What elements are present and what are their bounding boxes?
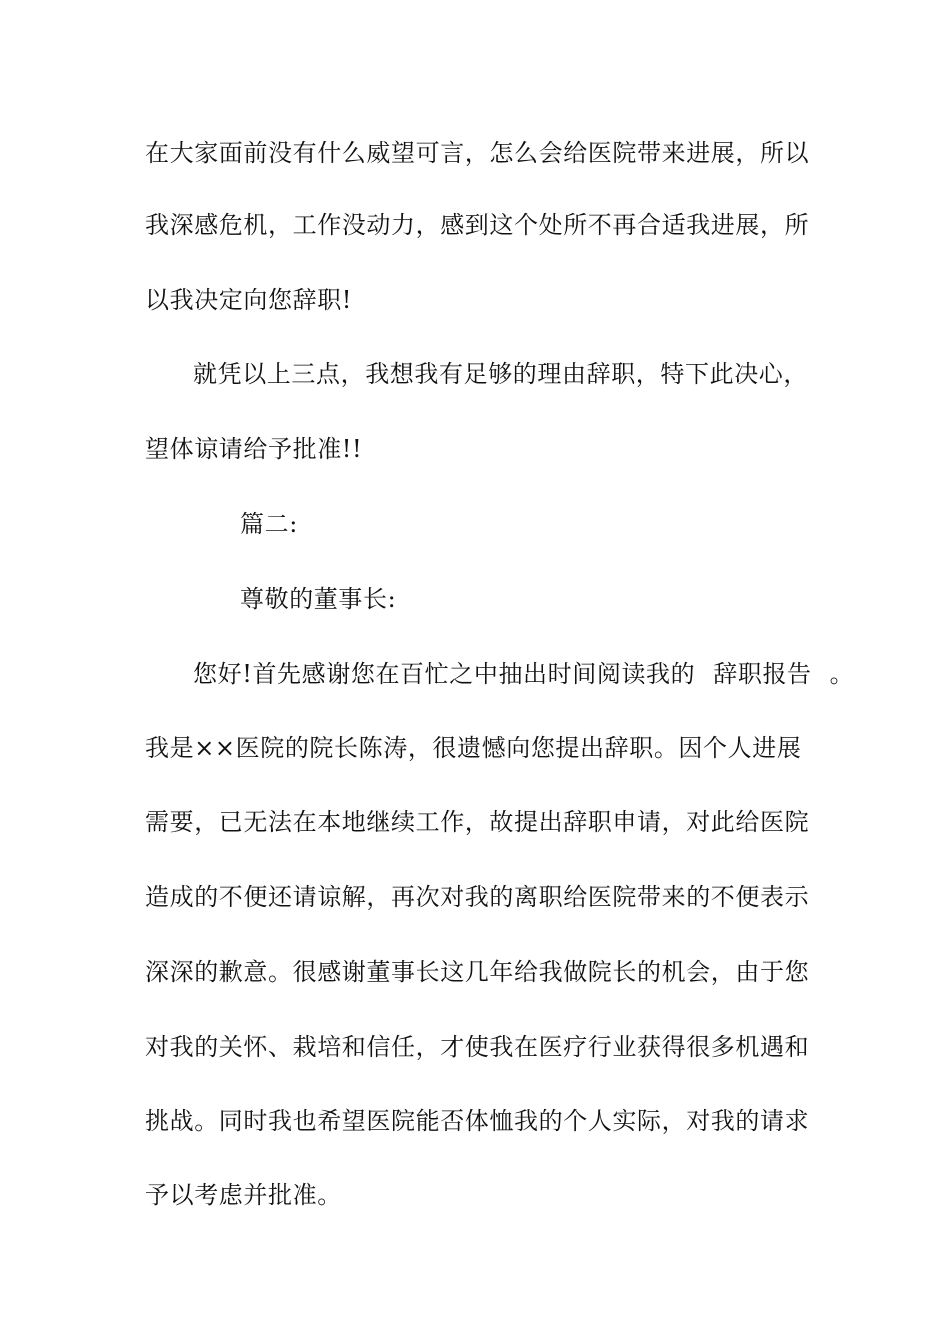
paragraph-line [193,659,854,689]
paragraph-line: 以我决定向您辞职! [145,286,353,314]
paragraph-line: 我深感危机，工作没动力，感到这个处所不再合适我进展，所 [145,211,810,239]
greeting-text: 您好!首先感谢您在百忙之中抽出时间阅读我的 [193,660,696,688]
sentence-end-mark: 。 [829,660,855,688]
paragraph-line: 深深的歉意。很感谢董事长这几年给我做院长的机会，由于您 [145,958,810,986]
paragraph-line: 需要，已无法在本地继续工作，故提出辞职申请，对此给医院 [145,808,810,836]
paragraph-line: 望体谅请给予批准!! [145,435,363,463]
paragraph-line: 挑战。同时我也希望医院能否体恤我的个人实际，对我的请求 [145,1107,810,1135]
resignation-report-link[interactable]: 辞职报告 [713,660,812,688]
paragraph-line: 我是××医院的院长陈涛，很遗憾向您提出辞职。因个人进展 [145,734,802,762]
section-heading: 篇二: [240,510,298,538]
paragraph-line: 就凭以上三点，我想我有足够的理由辞职，特下此决心， [193,360,808,388]
paragraph-line: 在大家面前没有什么威望可言，怎么会给医院带来进展，所以 [145,139,810,167]
paragraph-line: 予以考虑并批准。 [145,1181,342,1209]
paragraph-line: 造成的不便还请谅解，再次对我的离职给医院带来的不便表示 [145,883,810,911]
paragraph-line: 对我的关怀、栽培和信任，才使我在医疗行业获得很多机遇和 [145,1033,810,1061]
salutation: 尊敬的董事长: [240,585,397,613]
